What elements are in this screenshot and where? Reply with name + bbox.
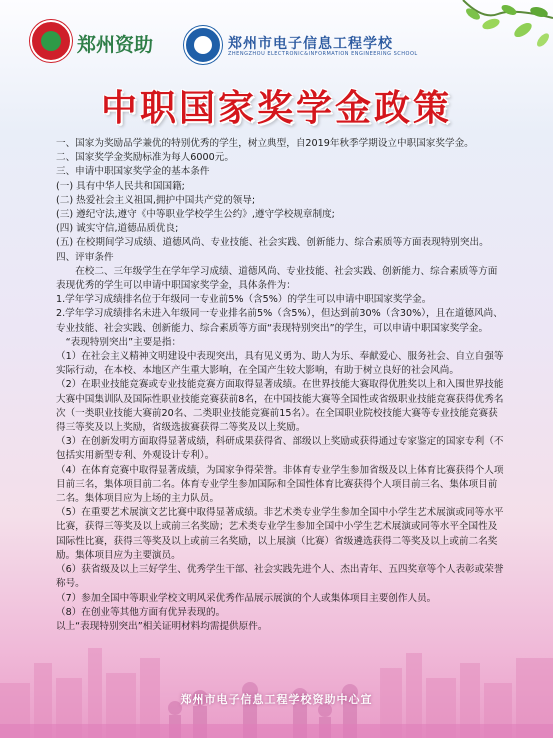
- policy-text: [56, 137, 504, 634]
- school-name-en: ZHENGZHOU ELECTRONIC&INFORMATION ENGINEERING SCHOOL: [228, 51, 418, 57]
- paragraph: 四、评审条件: [56, 251, 114, 263]
- paragraph: （5）在重要艺术展演文艺比赛中取得显著成绩。非艺术类专业学生参加全国中小学生艺术展演或同等水平比赛，获得三等奖及以上或前三名奖励；艺术类专业学生参加全国中小学生艺术展演或同等水平全国性及国际性比赛，获得三等奖及以上或前三名奖励，以上展演（比赛）省级遴选获得二等奖及以上或前二名奖励。集体项目应为主要演员。: [56, 507, 504, 561]
- page-title: 中职国家奖学金政策: [100, 87, 452, 129]
- school-name: 郑州市电子信息工程学校: [228, 36, 393, 52]
- paragraph: (五) 在校期间学习成绩、道德风尚、专业技能、社会实践、创新能力、综合素质等方面表现特别突出。: [56, 237, 489, 249]
- paragraph: (一) 具有中华人民共和国国籍;: [56, 180, 185, 192]
- paragraph: 1.学年学习成绩排名位于年级同一专业前5%（含5%）的学生可以申请中职国家奖学金。: [56, 294, 432, 306]
- paragraph: 二、国家奖学金奖励标准为每人6000元。: [56, 152, 234, 164]
- paragraph: (三) 遵纪守法,遵守《中等职业学校学生公约》,遵守学校规章制度;: [56, 209, 335, 221]
- paragraph: （6）获省级及以上三好学生、优秀学生干部、社会实践先进个人、杰出青年、五四奖章等个人表彰或荣誉称号。: [56, 564, 504, 590]
- paragraph: 以上“表现特别突出”相关证明材料均需提供原件。: [56, 620, 268, 632]
- paragraph: （2）在职业技能竞赛或专业技能竞赛方面取得显著成绩。在世界技能大赛取得优胜奖以上和入围世界技能大赛中国集训队及国际性职业技能竞赛获前8名，在中国技能大赛等全国性或省级职业技能竞赛获得优秀名次（一类职业技能大赛前20名、二类职业技能竞赛前15名）。在全国职业院校技能大赛等专业技能竞赛获得三等奖及以上奖励，省级选拔赛获得二等奖及以上奖励。: [56, 379, 504, 434]
- paragraph: 2.学年学习成绩排名未进入年级同一专业排名前5%（含5%），但达到前30%（含30%），且在道德风尚、专业技能、社会实践、创新能力、综合素质等方面“表现特别突出”的学生，可以申请中职国家奖学金。: [56, 308, 503, 334]
- header: [0, 0, 553, 70]
- zhengzhou-aid-logo-icon: [30, 20, 72, 62]
- paragraph: 在校二、三年级学生在学年学习成绩、道德风尚、专业技能、社会实践、创新能力、综合素质等方面表现优秀的学生可以申请中职国家奖学金，具体条件为：: [56, 265, 498, 292]
- paragraph: (四) 诚实守信,道德品质优良;: [56, 223, 179, 235]
- paragraph: （3）在创新发明方面取得显著成绩，科研成果获得省、部级以上奖励或获得通过专家鉴定的国家专利（不包括实用新型专利、外观设计专利）。: [56, 436, 504, 462]
- paragraph: （8）在创业等其他方面有优异表现的。: [56, 606, 226, 618]
- paragraph: 三、申请中职国家奖学金的基本条件: [56, 166, 210, 178]
- footer-credit: 郑州市电子信息工程学校资助中心宣: [180, 693, 373, 706]
- city-skyline-decoration-icon: [0, 628, 553, 738]
- paragraph: 一、国家为奖励品学兼优的特别优秀的学生，树立典型，自2019年秋季学期设立中职国家奖学金。: [56, 138, 474, 149]
- paragraph: “表现特别突出”主要是指：: [65, 336, 182, 348]
- paragraph: （1）在社会主义精神文明建设中表现突出，具有见义勇为、助人为乐、奉献爱心、服务社会、自立自强等实际行动，在本校、本地区产生重大影响，在全国产生较大影响，有助于树立良好的社会风尚。: [56, 351, 504, 377]
- leaves-decoration-icon: [443, 0, 553, 58]
- paragraph: （7）参加全国中等职业学校文明风采优秀作品展示展演的个人或集体项目主要创作人员。: [56, 592, 437, 604]
- school-emblem-icon: [184, 26, 222, 64]
- paragraph: （4）在体育竞赛中取得显著成绩，为国家争得荣誉。非体育专业学生参加省级及以上体育比赛获得个人项目前三名，集体项目前二名。体育专业学生参加国际和全国性体育比赛获得个人项目前三名、集体项目前二名。集体项目应为上场的主力队员。: [56, 464, 504, 505]
- paragraph: (二) 热爱社会主义祖国,拥护中国共产党的领导;: [56, 194, 256, 206]
- brand-zhengzhou-aid: 郑州资助: [77, 34, 154, 56]
